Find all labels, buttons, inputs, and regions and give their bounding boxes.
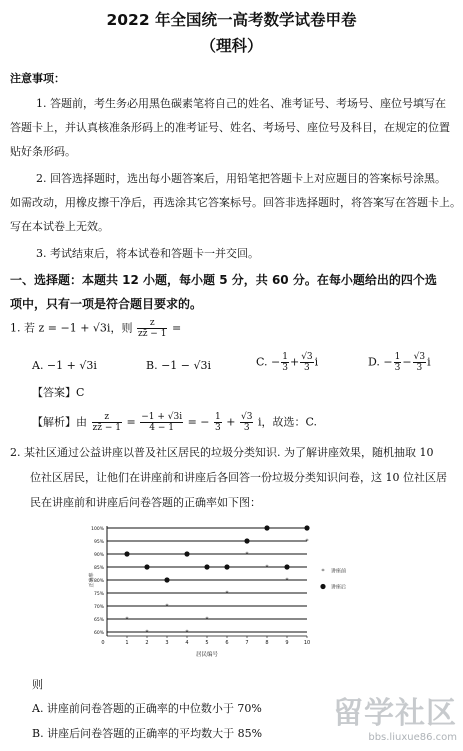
frac-den: 3 <box>416 363 423 373</box>
notes-item1-line2: 答题卡上，并认真核准条形码上的准考证号、姓名、考场号、座位号及科目，在规定的位置 <box>10 121 450 134</box>
q2-line1: 2. 某社区通过公益讲座以普及社区居民的垃圾分类知识. 为了解讲座效果，随机抽取 10 <box>10 446 434 459</box>
equals: = <box>126 415 136 429</box>
watermark-logo: 留学社区 <box>333 696 457 731</box>
plus-sign: + <box>289 355 300 369</box>
page-title: 2022 年全国统一高考数学试卷甲卷 <box>106 11 357 29</box>
frac-num: 1 <box>394 352 401 362</box>
q1-option-b: B. −1 − √3i <box>146 359 212 372</box>
frac-num: z <box>92 412 122 423</box>
watermark <box>333 688 457 743</box>
before-lecture-point: * <box>285 576 289 585</box>
y-tick-label: 70% <box>93 605 104 610</box>
after-lecture-point <box>264 525 269 530</box>
before-lecture-point: * <box>205 615 209 624</box>
notes-item2-line3: 写在本试卷上无效。 <box>10 220 109 233</box>
notes-item2-line2: 如需改动，用橡皮擦干净后，再选涂其它答案标号。回答非选择题时，将答案写在答题卡上。 <box>10 196 461 209</box>
q1-analysis-frac4 <box>240 412 253 433</box>
legend-label: 讲座前 <box>331 568 347 575</box>
y-tick-label: 60% <box>93 631 104 636</box>
q1-option-c-frac2 <box>300 352 313 373</box>
q2-line3: 民在讲座前和讲座后问卷答题的正确率如下图： <box>30 496 261 509</box>
q1-option-c-frac1 <box>281 352 289 373</box>
q1-analysis-frac3 <box>214 412 222 433</box>
frac-den: 3 <box>282 363 288 373</box>
frac-den: 3 <box>304 363 310 373</box>
legend-marker-after <box>320 584 325 589</box>
frac-num: 1 <box>282 352 288 362</box>
imaginary-unit: i <box>427 355 431 369</box>
x-tick-label: 4 <box>185 640 189 646</box>
section1-line2: 项中，只有一项是符合题目要求的。 <box>10 297 203 311</box>
frac-den: 4 − 1 <box>149 423 174 433</box>
before-lecture-point: * <box>225 589 229 598</box>
q1-analysis-prefix: 【解析】由 <box>32 415 87 429</box>
before-lecture-point: * <box>145 628 149 637</box>
q1-option-d <box>368 352 431 373</box>
x-tick-label: 8 <box>265 640 269 646</box>
after-lecture-point <box>204 564 209 569</box>
q1-stem-fraction <box>137 318 167 339</box>
q1-option-d-frac1 <box>394 352 402 373</box>
notes-heading: 注意事项： <box>10 72 65 85</box>
x-tick-label: 6 <box>225 640 229 646</box>
x-tick-label: 2 <box>145 640 149 646</box>
frac-den: zz̄ − 1 <box>92 423 121 433</box>
before-lecture-point: * <box>245 550 249 559</box>
before-lecture-point: * <box>165 602 169 611</box>
y-tick-label: 95% <box>93 540 104 545</box>
q1-stem-prefix: 1. 若 z = −1 + √3i，则 <box>10 321 133 335</box>
frac-num: −1 + √3i <box>141 412 183 422</box>
imaginary-unit: i <box>314 355 319 369</box>
q2-option-b: B. 讲座后问卷答题的正确率的平均数大于 85% <box>32 727 263 740</box>
notes-item3: 3. 考试结束后，将本试卷和答题卡一并交回。 <box>36 247 259 260</box>
q1-analysis-frac2 <box>140 412 183 433</box>
frac-den: 3 <box>215 423 221 433</box>
after-lecture-point <box>164 577 169 582</box>
notes-item1-line3: 贴好条形码。 <box>10 145 76 158</box>
after-lecture-point <box>304 525 309 530</box>
y-tick-label: 85% <box>93 566 104 571</box>
page-subtitle: （理科） <box>200 37 263 55</box>
after-lecture-point <box>124 551 129 556</box>
x-tick-label: 7 <box>245 640 249 646</box>
x-tick-label: 3 <box>165 640 169 646</box>
legend-label: 讲座后 <box>331 584 347 591</box>
notes-item2-line1: 2. 回答选择题时，选出每小题答案后，用铅笔把答题卡上对应题目的答案标号涂黑。 <box>36 172 446 185</box>
minus-sign: − <box>402 355 412 369</box>
x-tick-label: 10 <box>303 640 311 646</box>
after-lecture-point <box>144 564 149 569</box>
frac-num: √3 <box>240 412 253 422</box>
q1-analysis-frac1 <box>92 412 122 433</box>
x-tick-label: 9 <box>285 640 289 646</box>
watermark-url: bbs.liuxue86.com <box>368 732 457 743</box>
q2-line2: 位社区居民，让他们在讲座前和讲座后各回答一份垃圾分类知识问卷，这 10 位社区居 <box>30 471 447 484</box>
y-tick-label: 100% <box>91 527 104 532</box>
y-axis-label: 正确率 <box>89 572 95 588</box>
q1-answer: 【答案】C <box>32 386 85 399</box>
q2-then: 则 <box>32 678 43 691</box>
after-lecture-point <box>224 564 229 569</box>
section1-line1: 一、选择题：本题共 12 小题，每小题 5 分，共 60 分。在每小题给出的四个选 <box>10 273 437 287</box>
y-tick-label: 75% <box>93 592 104 597</box>
q2-option-a: A. 讲座前问卷答题的正确率的中位数小于 70% <box>32 702 262 715</box>
q1-analysis <box>32 412 317 433</box>
notes-item1-line1: 1. 答题前，考生务必用黑色碳素笔将自己的姓名、准考证号、考场号、座位号填写在 <box>36 97 446 110</box>
after-lecture-point <box>244 538 249 543</box>
before-lecture-point: * <box>185 628 189 637</box>
q1-option-d-label: D. − <box>368 355 393 369</box>
x-tick-label: 5 <box>205 640 209 646</box>
q1-stem <box>10 318 181 339</box>
q1-option-c <box>256 352 318 373</box>
after-lecture-point <box>284 564 289 569</box>
q1-analysis-suffix: i，故选：C. <box>257 415 317 429</box>
frac-num: 1 <box>215 412 221 422</box>
y-tick-label: 65% <box>93 618 104 623</box>
correct-rate-scatter-chart <box>85 520 385 670</box>
frac-den: 3 <box>394 363 401 373</box>
after-lecture-point <box>184 551 189 556</box>
y-tick-label: 90% <box>93 553 104 558</box>
before-lecture-point: * <box>125 615 129 624</box>
plus-sign: + <box>226 415 236 429</box>
before-lecture-point: * <box>265 563 269 572</box>
x-origin-label: 0 <box>101 640 105 646</box>
q1-stem-suffix: = <box>171 321 182 335</box>
legend-marker-before: * <box>321 567 325 575</box>
q1-option-c-label: C. − <box>256 355 281 369</box>
equals-minus: = − <box>187 415 210 429</box>
x-tick-label: 1 <box>125 640 129 646</box>
frac-den: 3 <box>243 423 250 433</box>
frac-num: √3 <box>301 352 313 362</box>
q1-option-d-frac2 <box>413 352 426 373</box>
q1-frac-den: zz̄ − 1 <box>137 329 167 339</box>
x-axis-label: 居民编号 <box>195 652 219 658</box>
q1-frac-num: z <box>137 318 167 329</box>
y-tick-label: 80% <box>93 579 104 584</box>
before-lecture-point: * <box>305 537 309 546</box>
q1-option-a: A. −1 + √3i <box>32 359 97 372</box>
frac-num: √3 <box>413 352 426 362</box>
